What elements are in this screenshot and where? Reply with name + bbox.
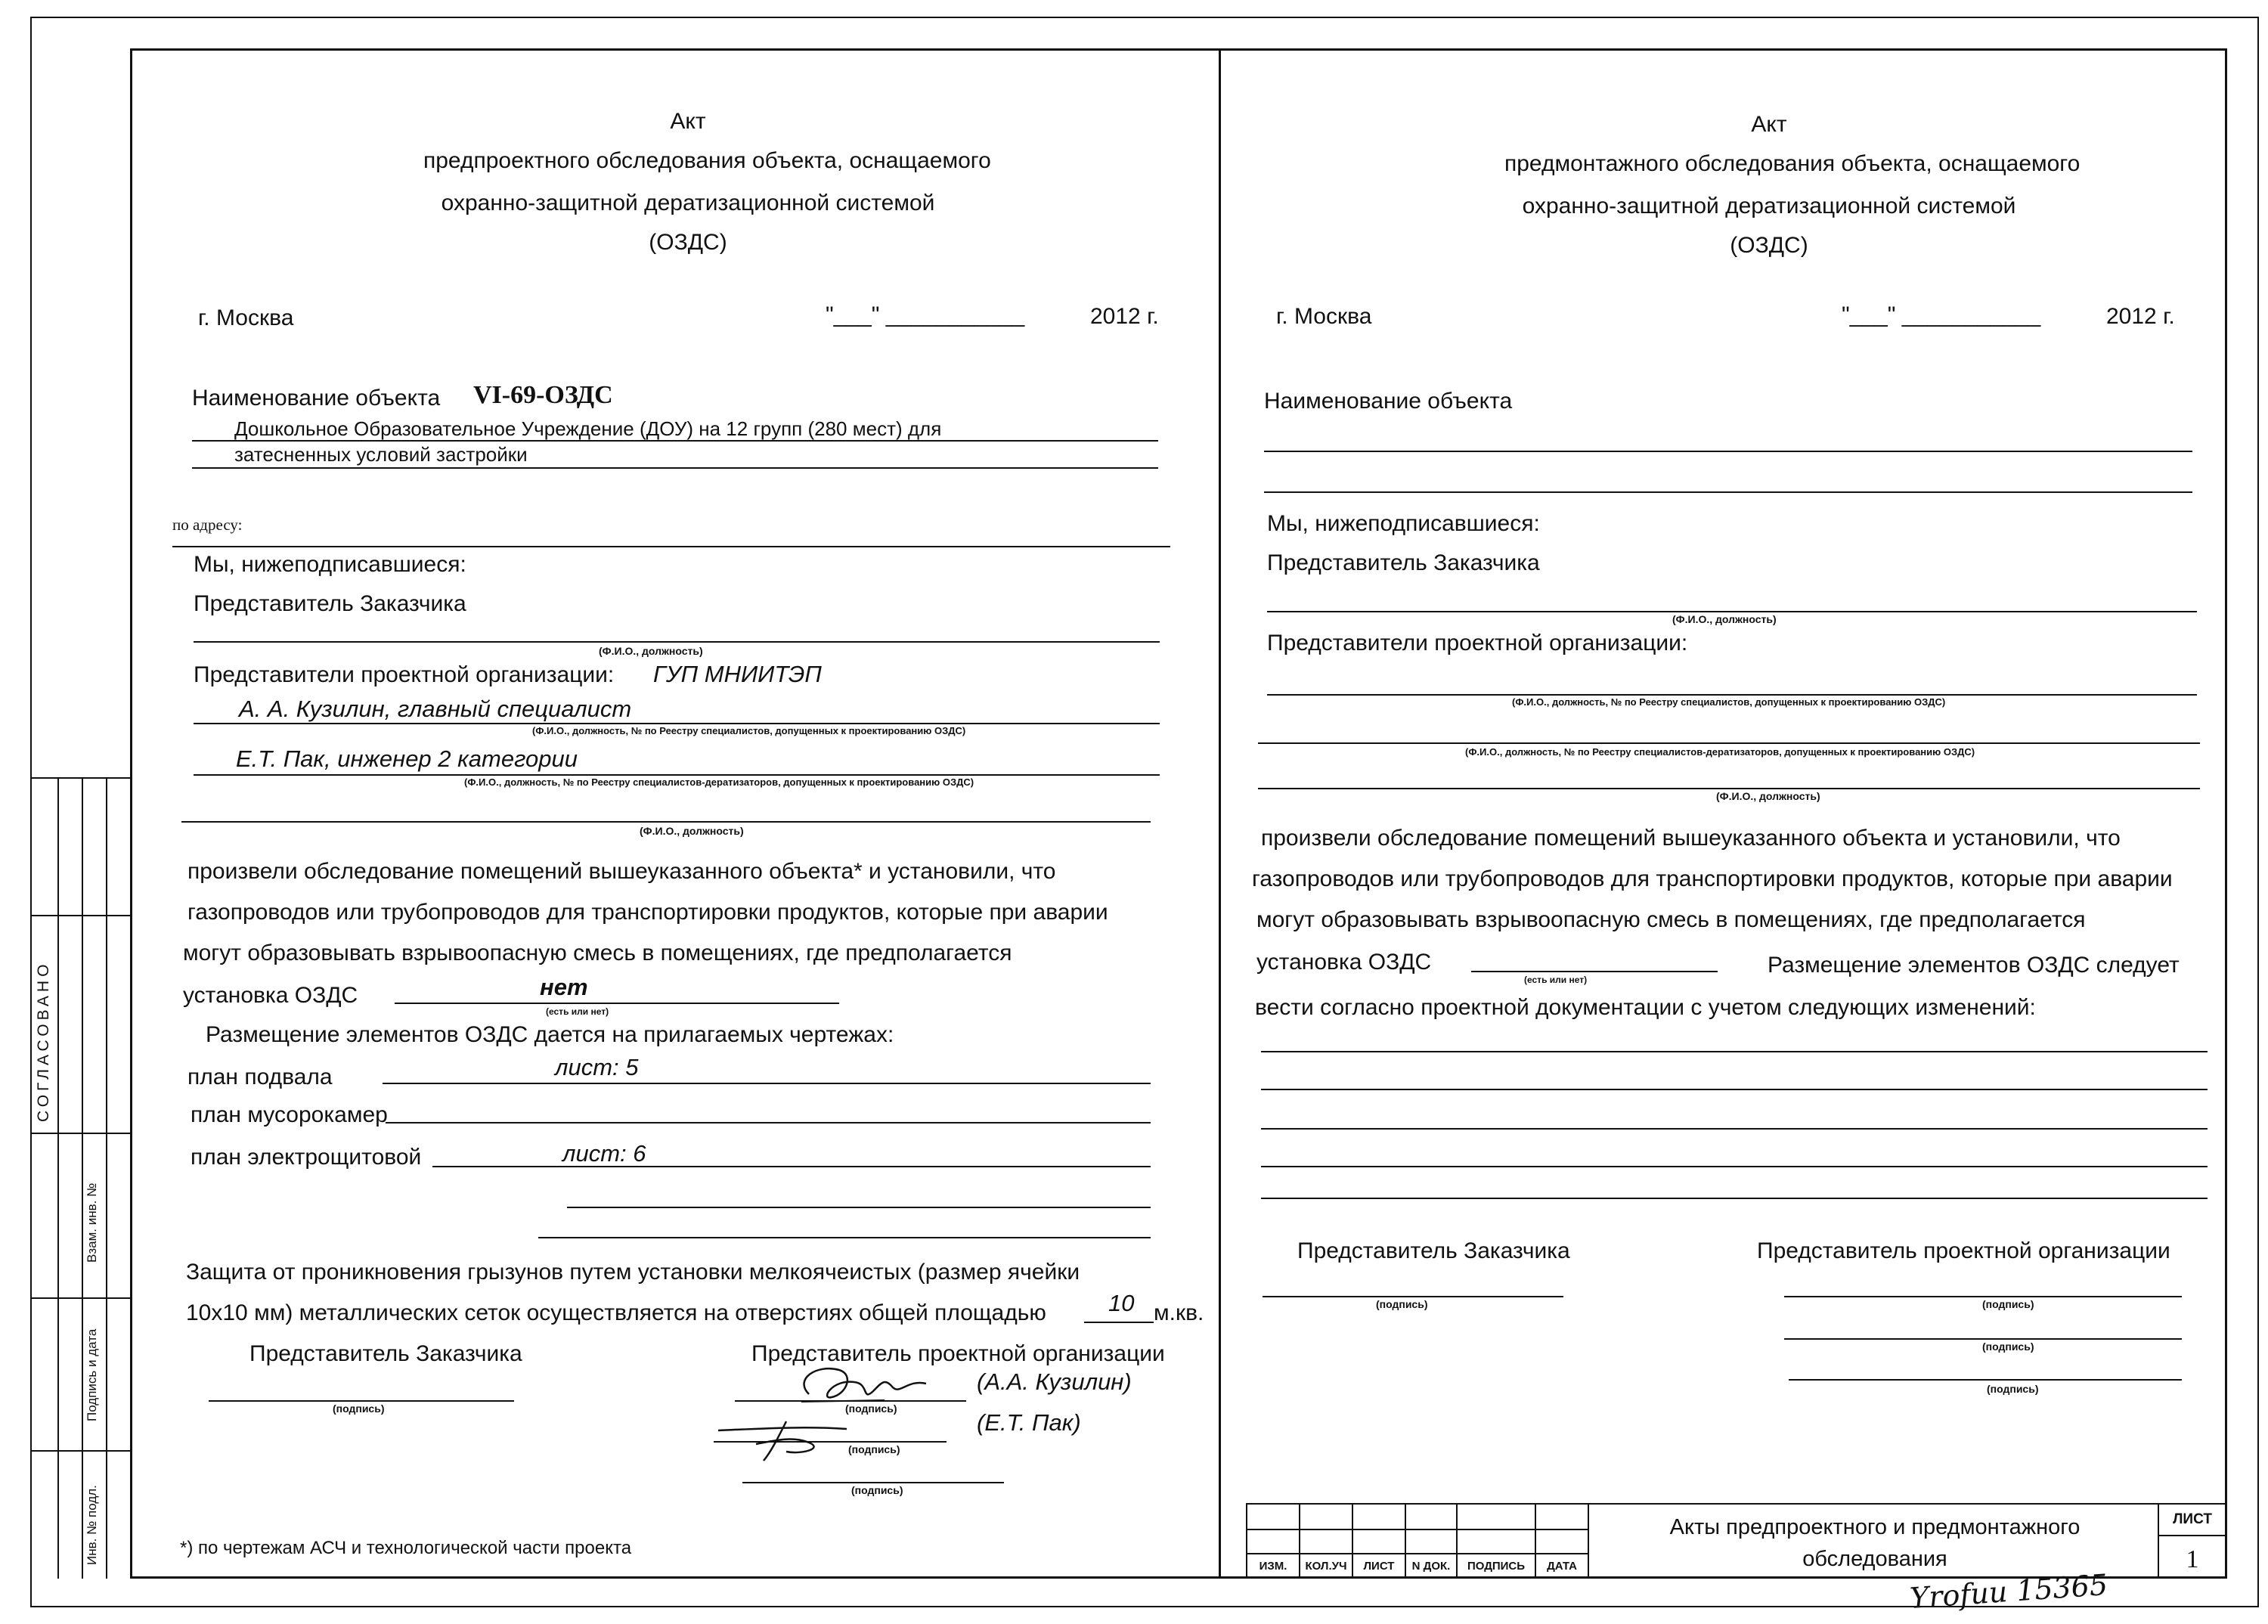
- left-title-3: охранно-защитной дератизационной системой: [441, 191, 935, 215]
- sidebar-podpis: Подпись и дата: [85, 1328, 99, 1421]
- right-sign-customer: Представитель Заказчика: [1297, 1238, 1570, 1263]
- right-date-prefix: "___" ___________: [1842, 302, 2041, 327]
- left-city: г. Москва: [198, 305, 294, 330]
- left-object-line2: затесненных условий застройки: [234, 443, 528, 466]
- right-body-2: газопроводов или трубопроводов для транспортировки продуктов, которые при аварии: [1252, 866, 2173, 891]
- right-date-year: 2012 г.: [2106, 304, 2175, 329]
- left-sign-customer: Представитель Заказчика: [249, 1341, 522, 1366]
- left-object-label: Наименование объекта: [192, 386, 441, 411]
- left-address-label: по адресу:: [172, 516, 243, 534]
- right-title-1: Акт: [1751, 112, 1787, 137]
- left-protect-2: 10х10 мм) металлических сеток осуществляется на отверстиях общей площадью: [186, 1300, 1046, 1325]
- left-rep1: А. А. Кузилин, главный специалист: [239, 696, 632, 722]
- sidebar-vzam: Взам. инв. №: [85, 1182, 99, 1263]
- sidebar-agreed: СОГЛАСОВАНО: [35, 960, 52, 1122]
- right-placement-2: вести согласно проектной документации с учетом следующих изменений:: [1255, 995, 2036, 1020]
- left-signer1: (А.А. Кузилин): [977, 1368, 1132, 1395]
- right-customer-rep: Представитель Заказчика: [1267, 550, 1540, 575]
- left-plan1-value: лист: 5: [555, 1054, 639, 1080]
- sidebar-inv: Инв. № подл.: [85, 1485, 99, 1565]
- right-city: г. Москва: [1276, 304, 1372, 329]
- left-cap-fio: (Ф.И.О., должность): [599, 645, 703, 657]
- left-design-org: ГУП МНИИТЭП: [653, 661, 822, 687]
- left-footnote: *) по чертежам АСЧ и технологической части проекта: [180, 1538, 632, 1558]
- center-divider: [1219, 48, 1221, 1579]
- left-cap-rep1: (Ф.И.О., должность, № по Реестру специалистов, допущенных к проектированию ОЗДС): [532, 725, 966, 736]
- right-cap-sign-2: (подпись): [1982, 1340, 2034, 1353]
- left-protect-area: 10: [1108, 1290, 1135, 1316]
- right-install-label: установка ОЗДС: [1256, 950, 1432, 975]
- sidebar-table: [30, 777, 130, 1580]
- right-cap-fio2: (Ф.И.О., должность): [1716, 790, 1820, 802]
- right-undersigned: Мы, нижеподписавшиеся:: [1267, 511, 1540, 536]
- left-cap-rep2: (Ф.И.О., должность, № по Реестру специалистов-дератизаторов, допущенных к проектированию ОЗДС): [464, 776, 974, 788]
- right-design-reps: Представители проектной организации:: [1267, 631, 1688, 655]
- left-title-1: Акт: [670, 109, 706, 134]
- right-cap-sign-3: (подпись): [1987, 1383, 2039, 1395]
- left-plan2-label: план мусорокамер: [191, 1102, 388, 1127]
- right-body-1: произвели обследование помещений вышеуказанного объекта и установили, что: [1261, 826, 2121, 851]
- right-title-2: предмонтажного обследования объекта, оснащаемого: [1504, 151, 2081, 176]
- right-title-3: охранно-защитной дератизационной системой: [1522, 194, 2016, 218]
- right-title-4: (ОЗДС): [1730, 233, 1808, 258]
- left-body-2: газопроводов или трубопроводов для транспортировки продуктов, которые при аварии: [187, 900, 1108, 925]
- left-cap-sign-3: (подпись): [851, 1484, 903, 1496]
- left-title-4: (ОЗДС): [649, 230, 727, 255]
- left-date-prefix: "___" ___________: [826, 302, 1025, 327]
- left-customer-rep: Представитель Заказчика: [194, 591, 466, 616]
- left-date-year: 2012 г.: [1090, 304, 1159, 329]
- left-body-3: могут образовывать взрывоопасную смесь в помещениях, где предполагается: [183, 941, 1012, 965]
- left-title-2: предпроектного обследования объекта, оснащаемого: [423, 148, 991, 173]
- left-install-value: нет: [540, 974, 588, 1000]
- right-cap-sign-1: (подпись): [1982, 1298, 2034, 1310]
- right-object-label: Наименование объекта: [1264, 389, 1513, 414]
- stamp-col-data: ДАТА: [1547, 1560, 1577, 1573]
- left-body-1: произвели обследование помещений вышеуказанного объекта* и установили, что: [187, 859, 1056, 884]
- left-placement: Размещение элементов ОЗДС дается на прилагаемых чертежах:: [206, 1022, 894, 1047]
- stamp-col-list: ЛИСТ: [1363, 1560, 1395, 1573]
- left-cap-fio2: (Ф.И.О., должность): [640, 825, 744, 837]
- signature-pak: [711, 1406, 885, 1467]
- stamp-title-1: Акты предпроектного и предмонтажного: [1669, 1515, 2081, 1539]
- left-rep2: Е.Т. Пак, инженер 2 категории: [236, 745, 578, 772]
- right-cap-sign-customer: (подпись): [1376, 1298, 1428, 1310]
- stamp-sheet-label: ЛИСТ: [2173, 1511, 2212, 1527]
- left-undersigned: Мы, нижеподписавшиеся:: [194, 552, 466, 577]
- stamp-col-podpis: ПОДПИСЬ: [1467, 1560, 1526, 1573]
- left-install-label: установка ОЗДС: [183, 983, 358, 1008]
- left-cap-yesno: (есть или нет): [546, 1006, 609, 1017]
- right-sign-design: Представитель проектной организации: [1757, 1238, 2170, 1263]
- left-plan3-value: лист: 6: [562, 1140, 646, 1167]
- stamp-title-2: обследования: [1802, 1547, 1947, 1571]
- right-cap-fio: (Ф.И.О., должность): [1672, 613, 1777, 625]
- stamp-col-ndok: N ДОК.: [1411, 1560, 1451, 1573]
- left-cap-sign-1: (подпись): [845, 1402, 897, 1415]
- left-protect-1: Защита от проникновения грызунов путем установки мелкоячеистых (размер ячейки: [186, 1260, 1080, 1285]
- right-body-3: могут образовывать взрывоопасную смесь в помещениях, где предполагается: [1256, 907, 2086, 932]
- stamp-col-kolvo: КОЛ.УЧ: [1305, 1560, 1347, 1573]
- stamp-sheet-no: 1: [2186, 1545, 2199, 1573]
- left-design-reps: Представители проектной организации:: [194, 662, 615, 687]
- right-placement: Размещение элементов ОЗДС следует: [1768, 953, 2180, 978]
- left-cap-sign-2: (подпись): [848, 1443, 900, 1455]
- left-sign-design: Представитель проектной организации: [751, 1341, 1165, 1366]
- left-signer2: (Е.Т. Пак): [977, 1409, 1081, 1436]
- stamp-col-izm: ИЗМ.: [1259, 1560, 1287, 1573]
- left-cap-sign-customer: (подпись): [333, 1402, 385, 1415]
- left-object-code: VI-69-ОЗДС: [473, 381, 613, 409]
- left-plan1-label: план подвала: [187, 1065, 333, 1089]
- left-object-line1: Дошкольное Образовательное Учреждение (ДОУ) на 12 групп (280 мест) для: [234, 417, 942, 440]
- right-cap-rep2: (Ф.И.О., должность, № по Реестру специалистов-дератизаторов, допущенных к проектированию ОЗДС): [1465, 746, 1975, 758]
- right-cap-rep1: (Ф.И.О., должность, № по Реестру специалистов, допущенных к проектированию ОЗДС): [1512, 696, 1946, 708]
- left-protect-unit: м.кв.: [1154, 1300, 1204, 1325]
- left-plan3-label: план электрощитовой: [191, 1145, 422, 1170]
- stamp-inventory: Yrofuu 15365: [1908, 1567, 2109, 1616]
- right-cap-yesno: (есть или нет): [1524, 975, 1588, 985]
